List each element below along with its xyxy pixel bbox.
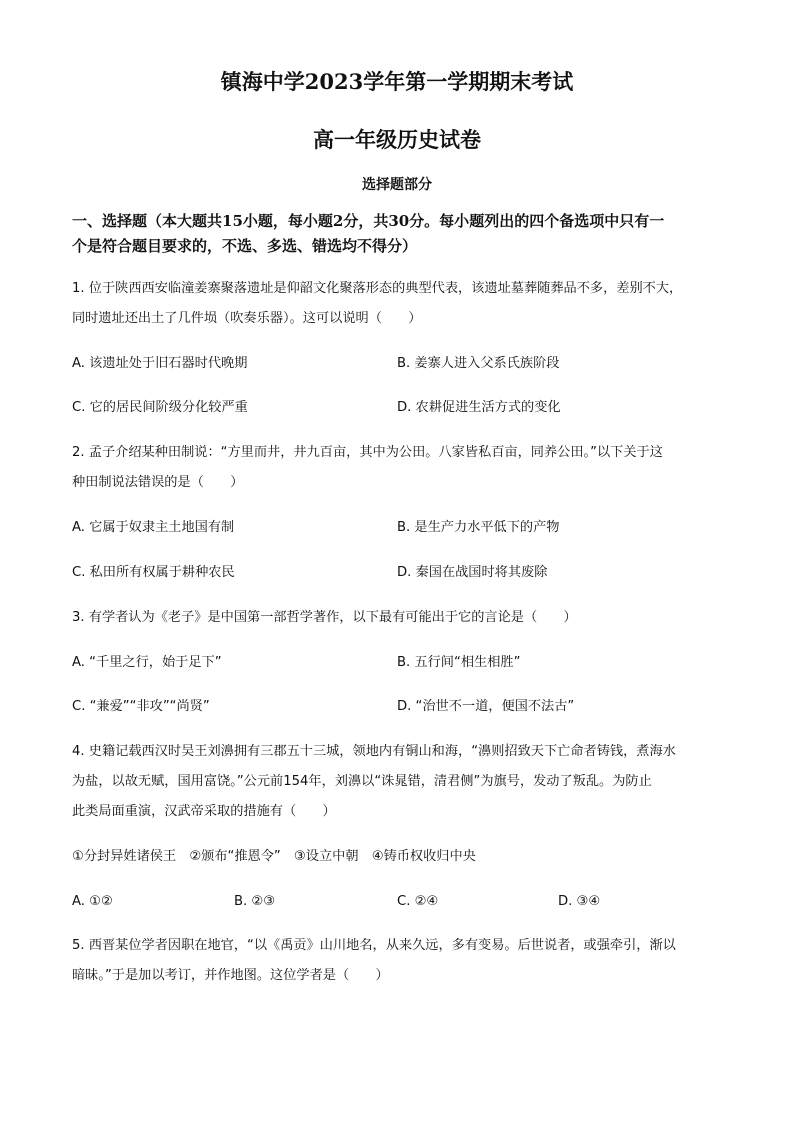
question-4-option-c: C. ②④ (397, 894, 439, 909)
question-3-option-c: C. “兼爱”“非攻”“尚贤” (72, 699, 210, 714)
question-2-option-b: B. 是生产力水平低下的产物 (397, 520, 560, 535)
question-2-stem-line: 种田制说法错误的是（ ） (72, 475, 244, 490)
exam-title: 镇海中学2023学年第一学期期末考试 (220, 69, 574, 94)
question-2-option-d: D. 秦国在战国时将其废除 (397, 565, 548, 580)
question-5-stem-line: 5. 西晋某位学者因职在地官，“以《禹贡》山川地名，从来久远，多有变易。后世说者，或强牵引，渐以 (72, 938, 676, 953)
exam-subtitle: 高一年级历史试卷 (313, 127, 481, 152)
question-4-stem-line: 4. 史籍记载西汉时吴王刘濞拥有三郡五十三城，领地内有铜山和海，“濞则招致天下亡命者铸钱，煮海水 (72, 744, 676, 759)
question-3-option-d: D. “治世不一道，便国不法古” (397, 699, 575, 714)
question-5-stem-line: 暗昧。”于是加以考订，并作地图。这位学者是（ ） (72, 968, 389, 983)
question-2-stem-line: 2. 孟子介绍某种田制说：“方里而井，井九百亩，其中为公田。八家皆私百亩，同养公田。”以下关于这 (72, 445, 663, 460)
question-2-option-c: C. 私田所有权属于耕种农民 (72, 565, 235, 580)
instruction-line: 个是符合题目要求的，不选、多选、错选均不得分） (72, 237, 418, 255)
instruction-line: 一、选择题（本大题共15小题，每小题2分，共30分。每小题列出的四个备选项中只有一 (72, 212, 665, 230)
question-1-stem-line: 同时遗址还出土了几件埙（吹奏乐器）。这可以说明（ ） (72, 311, 422, 326)
question-3-option-a: A. “千里之行，始于足下” (72, 655, 222, 670)
question-1-option-a: A. 该遗址处于旧石器时代晚期 (72, 356, 248, 371)
question-1-option-c: C. 它的居民间阶级分化较严重 (72, 400, 248, 415)
question-2-option-a: A. 它属于奴隶主土地国有制 (72, 520, 235, 535)
question-4-statements: ①分封异姓诸侯王 ②颁布“推恩令” ③设立中朝 ④铸币权收归中央 (72, 849, 476, 864)
question-4-stem-line: 为盐，以故无赋，国用富饶。”公元前154年，刘濞以“诛晁错，清君侧”为旗号，发动了叛乱。为防止 (72, 774, 652, 789)
question-4-option-a: A. ①② (72, 894, 113, 909)
question-4-option-b: B. ②③ (234, 894, 276, 909)
question-1-stem-line: 1. 位于陕西西安临潼姜寨聚落遗址是仰韶文化聚落形态的典型代表，该遗址墓葬随葬品不多，差别不大， (72, 281, 683, 296)
question-1-option-b: B. 姜寨人进入父系氏族阶段 (397, 356, 560, 371)
question-3-option-b: B. 五行间“相生相胜” (397, 655, 521, 670)
question-3-stem-line: 3. 有学者认为《老子》是中国第一部哲学著作，以下最有可能出于它的言论是（ ） (72, 610, 577, 625)
section-heading: 选择题部分 (362, 177, 432, 193)
question-4-stem-line: 此类局面重演，汉武帝采取的措施有（ ） (72, 804, 336, 819)
question-4-option-d: D. ③④ (558, 894, 601, 909)
section-instructions (72, 209, 724, 259)
question-1-option-d: D. 农耕促进生活方式的变化 (397, 400, 561, 415)
